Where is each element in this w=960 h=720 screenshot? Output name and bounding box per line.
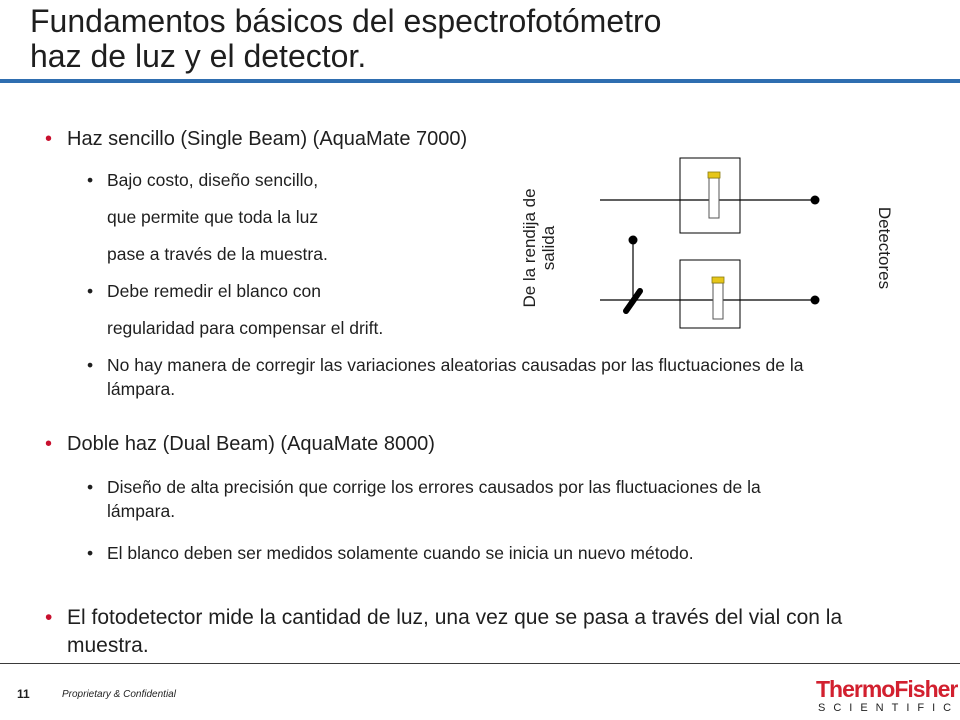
lower-cuvette-cap <box>712 277 724 283</box>
logo-wordmark: ThermoFisher <box>816 676 958 702</box>
exit-slit-label-line-2: salida <box>539 225 558 271</box>
title-line-2: haz de luz y el detector. <box>30 38 367 74</box>
blank-new-method-text: El blanco deben ser medidos solamente cuando se inicia un nuevo método. <box>107 543 694 563</box>
footer-divider <box>0 663 960 664</box>
thermo-fisher-logo <box>816 676 960 717</box>
dual-beam-heading: Doble haz (Dual Beam) (AquaMate 8000) <box>67 433 435 455</box>
lower-cuvette <box>713 283 723 319</box>
exit-slit-label <box>520 168 560 328</box>
bullet-high-precision <box>87 475 827 523</box>
upper-cuvette-cap <box>708 172 720 178</box>
low-cost-line-3: pase a través de la muestra. <box>107 244 328 264</box>
single-beam-heading: Haz sencillo (Single Beam) (AquaMate 7000) <box>67 128 468 150</box>
bullet-dot: • <box>87 281 94 301</box>
title-divider <box>0 79 960 83</box>
remeasure-line-1: Debe remedir el blanco con <box>107 281 322 301</box>
upper-detector-dot <box>811 196 820 205</box>
logo-subtitle: SCIENTIFIC <box>818 702 960 714</box>
page-number: 11 <box>17 687 30 701</box>
lower-sample-compartment <box>680 260 740 328</box>
bullet-dot: • <box>45 128 53 150</box>
title-line-1: Fundamentos básicos del espectrofotómetro <box>30 3 662 39</box>
bullet-dot: • <box>45 433 53 455</box>
low-cost-line-1: Bajo costo, diseño sencillo, <box>107 170 319 190</box>
exit-slit-label-line-1: De la rendija de <box>520 188 539 308</box>
lower-detector-dot <box>811 296 820 305</box>
confidential-notice: Proprietary & Confidential <box>62 689 176 700</box>
low-cost-line-2: que permite que toda la luz <box>107 207 319 227</box>
upper-cuvette <box>709 178 719 218</box>
bullet-dual-beam <box>45 431 745 458</box>
no-correction-text: No hay manera de corregir las variaciones aleatorias causadas por las fluctuaciones de la lámpara. <box>107 355 804 399</box>
remeasure-line-2: regularidad para compensar el drift. <box>107 318 384 338</box>
bullet-dot: • <box>87 355 94 375</box>
reference-detector-dot <box>629 236 638 245</box>
bullet-no-correction <box>87 353 867 401</box>
page-title <box>30 4 930 74</box>
bullet-blank-new-method <box>87 541 847 565</box>
photodetector-text: El fotodetector mide la cantidad de luz, una vez que se pasa a través del vial con la muestra. <box>67 606 843 657</box>
detectors-label: Detectores <box>875 206 894 290</box>
bullet-dot: • <box>87 543 94 563</box>
high-precision-text: Diseño de alta precisión que corrige los errores causados por las fluctuaciones de la lámpara. <box>107 477 761 521</box>
bullet-dot: • <box>87 477 94 497</box>
beam-diagram <box>600 150 840 340</box>
bullet-dot: • <box>87 170 94 190</box>
bullet-remeasure-blank <box>87 279 321 303</box>
bullet-dot: • <box>45 606 53 629</box>
bullet-photodetector <box>45 604 905 660</box>
bullet-low-cost <box>87 168 318 192</box>
bullet-single-beam <box>45 126 745 153</box>
